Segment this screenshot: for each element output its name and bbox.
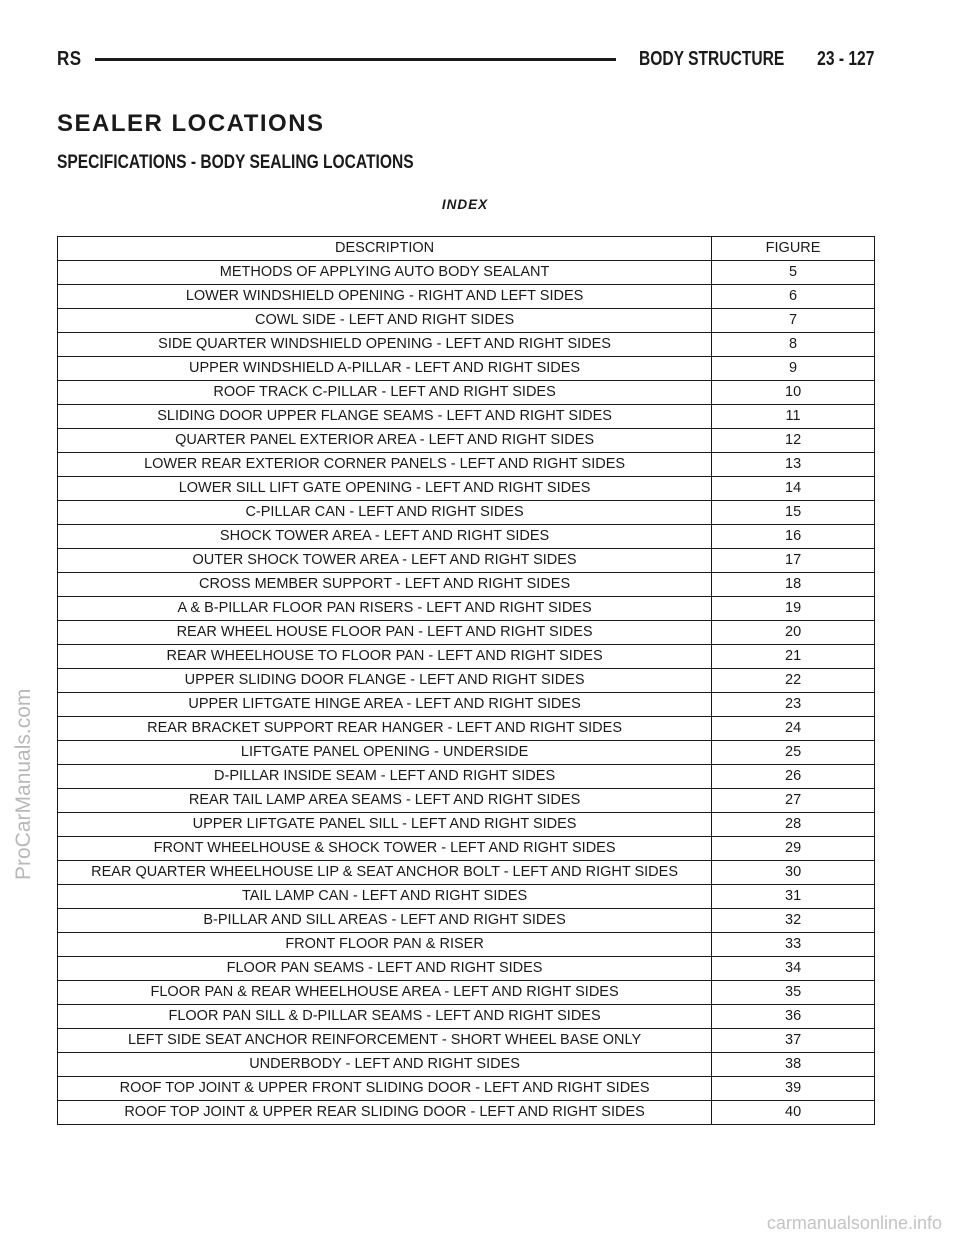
table-row — [58, 405, 875, 429]
table-row — [58, 885, 875, 909]
row-description: METHODS OF APPLYING AUTO BODY SEALANT — [58, 261, 712, 285]
table-row — [58, 813, 875, 837]
table-row — [58, 477, 875, 501]
row-description: QUARTER PANEL EXTERIOR AREA - LEFT AND RIGHT SIDES — [58, 429, 712, 453]
page-header — [57, 44, 874, 74]
table-row — [58, 1029, 875, 1053]
row-figure-number: 32 — [712, 909, 875, 933]
table-row — [58, 1005, 875, 1029]
table-row — [58, 909, 875, 933]
table-row — [58, 573, 875, 597]
row-figure-number: 17 — [712, 549, 875, 573]
table-row — [58, 669, 875, 693]
table-row — [58, 1101, 875, 1125]
row-description: LOWER WINDSHIELD OPENING - RIGHT AND LEFT SIDES — [58, 285, 712, 309]
row-figure-number: 36 — [712, 1005, 875, 1029]
page-number: 23 - 127 — [816, 48, 874, 70]
row-figure-number: 16 — [712, 525, 875, 549]
row-figure-number: 40 — [712, 1101, 875, 1125]
row-figure-number: 38 — [712, 1053, 875, 1077]
row-figure-number: 6 — [712, 285, 875, 309]
row-description: ROOF TRACK C-PILLAR - LEFT AND RIGHT SIDES — [58, 381, 712, 405]
table-row — [58, 597, 875, 621]
row-description: LEFT SIDE SEAT ANCHOR REINFORCEMENT - SHORT WHEEL BASE ONLY — [58, 1029, 712, 1053]
table-row — [58, 549, 875, 573]
row-figure-number: 33 — [712, 933, 875, 957]
row-figure-number: 29 — [712, 837, 875, 861]
row-figure-number: 24 — [712, 717, 875, 741]
row-description: REAR WHEEL HOUSE FLOOR PAN - LEFT AND RIGHT SIDES — [58, 621, 712, 645]
bottom-watermark: carmanualsonline.info — [766, 1213, 942, 1233]
vehicle-code: RS — [57, 48, 82, 70]
row-description: UNDERBODY - LEFT AND RIGHT SIDES — [58, 1053, 712, 1077]
table-row — [58, 957, 875, 981]
row-description: REAR WHEELHOUSE TO FLOOR PAN - LEFT AND RIGHT SIDES — [58, 645, 712, 669]
table-row — [58, 645, 875, 669]
table-row — [58, 285, 875, 309]
row-description: SHOCK TOWER AREA - LEFT AND RIGHT SIDES — [58, 525, 712, 549]
row-description: REAR TAIL LAMP AREA SEAMS - LEFT AND RIGHT SIDES — [58, 789, 712, 813]
row-description: FRONT WHEELHOUSE & SHOCK TOWER - LEFT AND RIGHT SIDES — [58, 837, 712, 861]
row-description: UPPER WINDSHIELD A-PILLAR - LEFT AND RIGHT SIDES — [58, 357, 712, 381]
table-row — [58, 453, 875, 477]
table-row — [58, 621, 875, 645]
row-figure-number: 23 — [712, 693, 875, 717]
table-row — [58, 1053, 875, 1077]
row-figure-number: 26 — [712, 765, 875, 789]
table-row — [58, 261, 875, 285]
table-row — [58, 429, 875, 453]
row-figure-number: 31 — [712, 885, 875, 909]
side-watermark — [12, 480, 42, 880]
table-row — [58, 765, 875, 789]
table-row — [58, 381, 875, 405]
row-figure-number: 11 — [712, 405, 875, 429]
table-row — [58, 717, 875, 741]
row-description: LOWER SILL LIFT GATE OPENING - LEFT AND RIGHT SIDES — [58, 477, 712, 501]
row-description: ROOF TOP JOINT & UPPER REAR SLIDING DOOR - LEFT AND RIGHT SIDES — [58, 1101, 712, 1125]
row-figure-number: 15 — [712, 501, 875, 525]
row-description: UPPER LIFTGATE HINGE AREA - LEFT AND RIGHT SIDES — [58, 693, 712, 717]
table-row — [58, 741, 875, 765]
table-row — [58, 837, 875, 861]
side-watermark-text: ProCarManuals.com — [12, 688, 35, 880]
row-description: A & B-PILLAR FLOOR PAN RISERS - LEFT AND RIGHT SIDES — [58, 597, 712, 621]
table-row — [58, 309, 875, 333]
row-description: B-PILLAR AND SILL AREAS - LEFT AND RIGHT SIDES — [58, 909, 712, 933]
row-figure-number: 39 — [712, 1077, 875, 1101]
row-figure-number: 30 — [712, 861, 875, 885]
table-row — [58, 525, 875, 549]
row-figure-number: 14 — [712, 477, 875, 501]
index-table — [57, 236, 875, 1125]
row-figure-number: 25 — [712, 741, 875, 765]
row-description: LIFTGATE PANEL OPENING - UNDERSIDE — [58, 741, 712, 765]
table-row — [58, 789, 875, 813]
row-figure-number: 10 — [712, 381, 875, 405]
column-header-figure: FIGURE — [712, 237, 875, 261]
row-description: FLOOR PAN SILL & D-PILLAR SEAMS - LEFT AND RIGHT SIDES — [58, 1005, 712, 1029]
row-figure-number: 12 — [712, 429, 875, 453]
page-subtitle: SPECIFICATIONS - BODY SEALING LOCATIONS — [57, 152, 414, 173]
row-figure-number: 22 — [712, 669, 875, 693]
table-row — [58, 1077, 875, 1101]
row-description: ROOF TOP JOINT & UPPER FRONT SLIDING DOOR - LEFT AND RIGHT SIDES — [58, 1077, 712, 1101]
row-description: FLOOR PAN & REAR WHEELHOUSE AREA - LEFT AND RIGHT SIDES — [58, 981, 712, 1005]
row-description: REAR BRACKET SUPPORT REAR HANGER - LEFT AND RIGHT SIDES — [58, 717, 712, 741]
table-row — [58, 357, 875, 381]
table-row — [58, 501, 875, 525]
row-figure-number: 37 — [712, 1029, 875, 1053]
index-table-body — [58, 237, 875, 1125]
row-description: LOWER REAR EXTERIOR CORNER PANELS - LEFT AND RIGHT SIDES — [58, 453, 712, 477]
table-header-row — [58, 237, 875, 261]
row-figure-number: 21 — [712, 645, 875, 669]
row-description: CROSS MEMBER SUPPORT - LEFT AND RIGHT SIDES — [58, 573, 712, 597]
row-description: SLIDING DOOR UPPER FLANGE SEAMS - LEFT AND RIGHT SIDES — [58, 405, 712, 429]
row-description: UPPER LIFTGATE PANEL SILL - LEFT AND RIGHT SIDES — [58, 813, 712, 837]
table-row — [58, 861, 875, 885]
row-figure-number: 13 — [712, 453, 875, 477]
row-figure-number: 19 — [712, 597, 875, 621]
row-figure-number: 9 — [712, 357, 875, 381]
table-row — [58, 333, 875, 357]
row-figure-number: 18 — [712, 573, 875, 597]
row-figure-number: 7 — [712, 309, 875, 333]
row-figure-number: 35 — [712, 981, 875, 1005]
row-description: C-PILLAR CAN - LEFT AND RIGHT SIDES — [58, 501, 712, 525]
row-figure-number: 28 — [712, 813, 875, 837]
table-row — [58, 933, 875, 957]
row-description: TAIL LAMP CAN - LEFT AND RIGHT SIDES — [58, 885, 712, 909]
row-description: FRONT FLOOR PAN & RISER — [58, 933, 712, 957]
row-description: FLOOR PAN SEAMS - LEFT AND RIGHT SIDES — [58, 957, 712, 981]
row-description: UPPER SLIDING DOOR FLANGE - LEFT AND RIGHT SIDES — [58, 669, 712, 693]
row-figure-number: 5 — [712, 261, 875, 285]
row-description: REAR QUARTER WHEELHOUSE LIP & SEAT ANCHOR BOLT - LEFT AND RIGHT SIDES — [58, 861, 712, 885]
row-figure-number: 34 — [712, 957, 875, 981]
row-figure-number: 20 — [712, 621, 875, 645]
row-description: SIDE QUARTER WINDSHIELD OPENING - LEFT AND RIGHT SIDES — [58, 333, 712, 357]
section-name: BODY STRUCTURE — [638, 48, 784, 70]
column-header-description: DESCRIPTION — [58, 237, 712, 261]
row-figure-number: 8 — [712, 333, 875, 357]
row-figure-number: 27 — [712, 789, 875, 813]
table-row — [58, 693, 875, 717]
row-description: D-PILLAR INSIDE SEAM - LEFT AND RIGHT SIDES — [58, 765, 712, 789]
header-rule — [95, 58, 616, 61]
row-description: OUTER SHOCK TOWER AREA - LEFT AND RIGHT SIDES — [58, 549, 712, 573]
index-label: INDEX — [441, 197, 489, 212]
row-description: COWL SIDE - LEFT AND RIGHT SIDES — [58, 309, 712, 333]
page-title: SEALER LOCATIONS — [57, 110, 325, 137]
table-row — [58, 981, 875, 1005]
